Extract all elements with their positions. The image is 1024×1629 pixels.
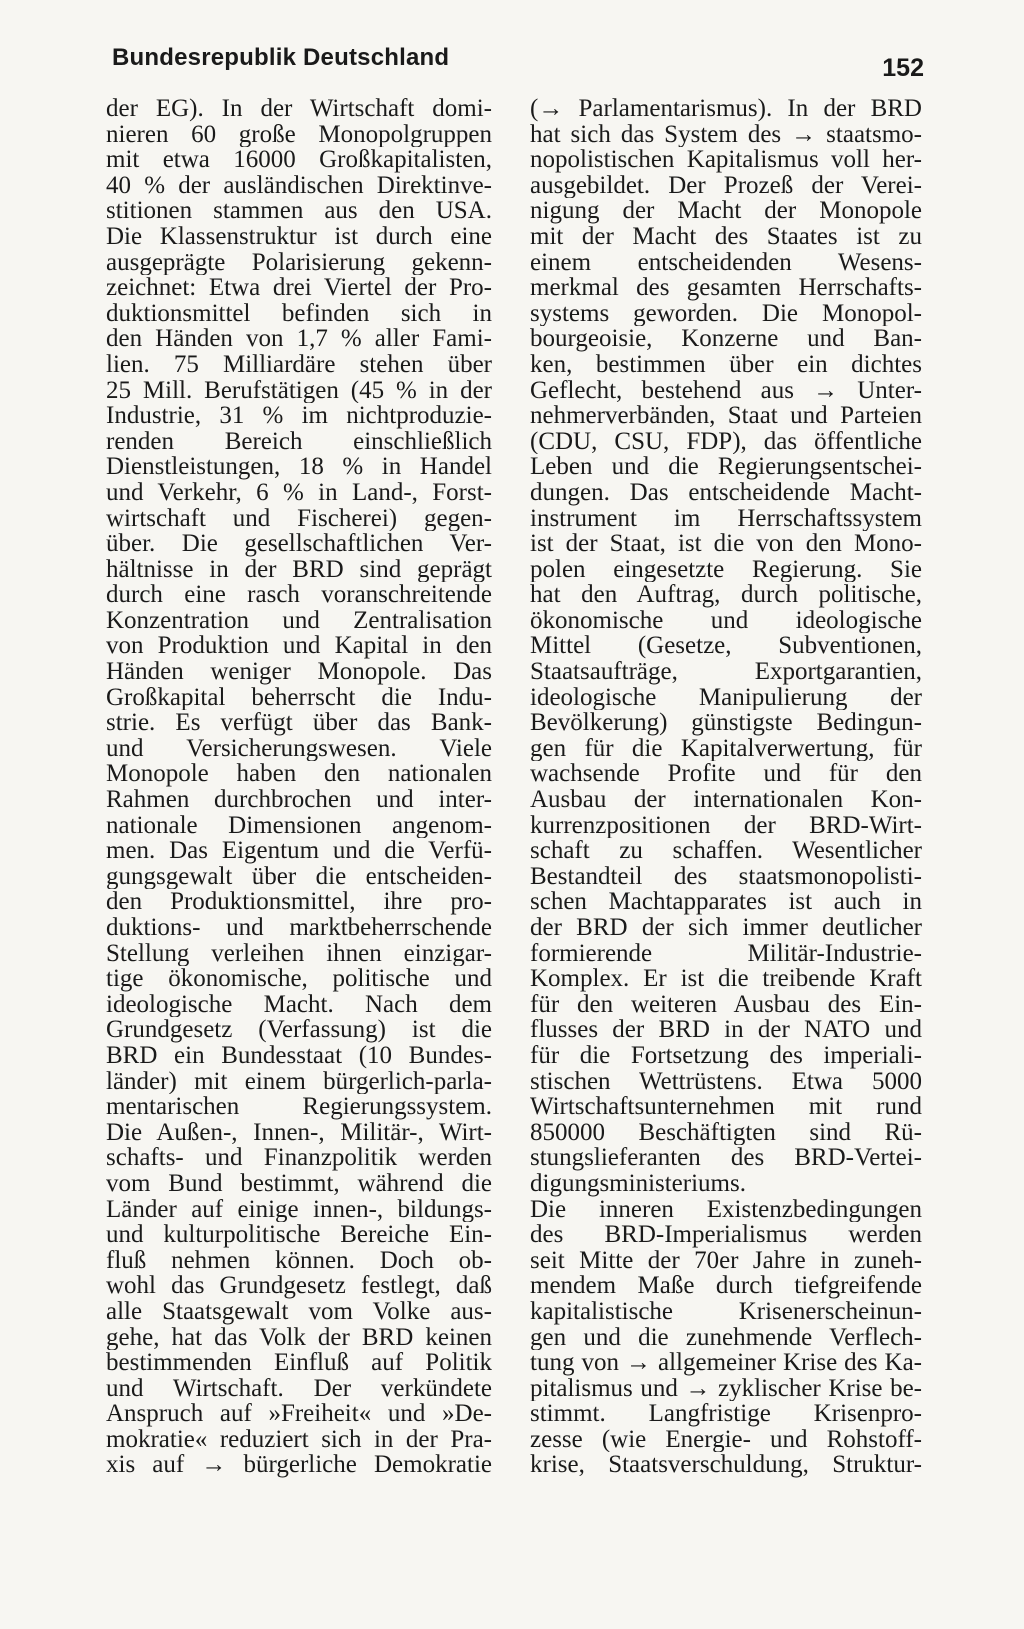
text-line: nehmerverbänden, Staat und Parteien — [530, 403, 922, 429]
text-line: duktions- und marktbeherrschende — [106, 915, 492, 941]
text-line: polen eingesetzte Regierung. Sie — [530, 556, 922, 583]
text-line: digungsministeriums. — [530, 1170, 746, 1197]
text-line: systems geworden. Die Monopol- — [530, 300, 922, 327]
text-line: schen Machtapparates ist auch in — [530, 889, 922, 915]
text-line: Bestandteil des staatsmonopolisti- — [530, 863, 922, 890]
text-line: wohl das Grundgesetz festlegt, daß — [106, 1273, 492, 1299]
text-line: kurrenzpositionen der BRD-Wirt- — [530, 812, 922, 839]
text-line: mit der Macht des Staates ist zu — [530, 223, 922, 250]
text-line: und Wirtschaft. Der verkündete — [106, 1375, 492, 1402]
text-line: Die Außen-, Innen-, Militär-, Wirt- — [106, 1119, 492, 1146]
text-line: hältnisse in der BRD sind geprägt — [106, 556, 492, 583]
text-line: Grundgesetz (Verfassung) ist die — [106, 1017, 492, 1043]
text-line: nationale Dimensionen angenom- — [106, 812, 492, 839]
text-line: stimmt. Langfristige Krisenpro- — [530, 1401, 922, 1427]
text-line: seit Mitte der 70er Jahre in zuneh- — [530, 1247, 922, 1274]
text-line: Geflecht, bestehend aus → Unter- — [530, 377, 922, 404]
text-line: und kulturpolitische Bereiche Ein- — [106, 1222, 492, 1248]
text-line: ökonomische und ideologische — [530, 607, 922, 634]
text-line: für die Fortsetzung des imperiali- — [530, 1042, 922, 1069]
text-line: über. Die gesellschaftlichen Ver- — [106, 531, 492, 557]
text-line: den Händen von 1,7 % aller Fami- — [106, 326, 492, 352]
text-line: Die inneren Existenzbedingungen — [530, 1196, 922, 1223]
text-line: Großkapital beherrscht die Indu- — [106, 684, 492, 711]
page-header — [112, 44, 924, 84]
text-line: pitalismus und → zyklischer Krise be- — [530, 1375, 922, 1402]
text-line: renden Bereich einschließlich — [106, 428, 492, 455]
text-line: Staatsaufträge, Exportgarantien, — [530, 659, 922, 685]
text-line: duktionsmittel befinden sich in — [106, 300, 492, 327]
text-line: Stellung verleihen ihnen einzigar- — [106, 940, 492, 967]
text-line: Rahmen durchbrochen und inter- — [106, 787, 492, 813]
text-line: BRD ein Bundesstaat (10 Bundes- — [106, 1042, 492, 1069]
text-line: ideologische Macht. Nach dem — [106, 991, 492, 1018]
text-line: den Produktionsmittel, ihre pro- — [106, 889, 492, 915]
text-line: Komplex. Er ist die treibende Kraft — [530, 966, 922, 992]
text-line: men. Das Eigentum und die Verfü- — [106, 838, 492, 864]
text-line: instrument im Herrschaftssystem — [530, 505, 922, 532]
text-line: krise, Staatsverschuldung, Struktur- — [530, 1452, 922, 1479]
text-line: gen und die zunehmende Verflech- — [530, 1324, 922, 1351]
text-line: länder) mit einem bürgerlich-parla- — [106, 1068, 492, 1095]
text-line: 850000 Beschäftigten sind Rü- — [530, 1119, 922, 1146]
text-line: gehe, hat das Volk der BRD keinen — [106, 1324, 492, 1351]
text-line: dungen. Das entscheidende Macht- — [530, 479, 922, 506]
text-line: (CDU, CSU, FDP), das öffentliche — [530, 428, 922, 455]
text-line: vom Bund bestimmt, während die — [106, 1170, 492, 1197]
text-line: Wirtschaftsunternehmen mit rund — [530, 1094, 922, 1120]
text-line: nigung der Macht der Monopole — [530, 198, 922, 224]
text-line: hat sich das System des → staatsmo- — [530, 121, 922, 148]
text-line: flusses der BRD in der NATO und — [530, 1017, 922, 1043]
text-line: (→ Parlamentarismus). In der BRD — [530, 96, 922, 122]
text-line: mit etwa 16000 Großkapitalisten, — [106, 147, 492, 173]
text-line: Länder auf einige innen-, bildungs- — [106, 1196, 492, 1223]
text-line: und Verkehr, 6 % in Land-, Forst- — [106, 479, 492, 506]
text-line: nieren 60 große Monopolgruppen — [106, 121, 492, 148]
text-line: des BRD-Imperialismus werden — [530, 1222, 922, 1248]
text-line: Ausbau der internationalen Kon- — [530, 787, 922, 813]
text-line: formierende Militär-Industrie- — [530, 940, 922, 967]
text-line: einem entscheidenden Wesens- — [530, 249, 922, 276]
text-line: merkmal des gesamten Herrschafts- — [530, 275, 922, 301]
text-line: strie. Es verfügt über das Bank- — [106, 710, 492, 736]
text-line: 40 % der ausländischen Direktinve- — [106, 172, 492, 199]
text-line: nopolistischen Kapitalismus voll her- — [530, 147, 922, 173]
text-line: gen für die Kapitalverwertung, für — [530, 735, 922, 762]
text-line: bestimmenden Einfluß auf Politik — [106, 1350, 492, 1376]
text-line: Leben und die Regierungsentschei- — [530, 454, 922, 480]
text-line: stungslieferanten des BRD-Vertei- — [530, 1145, 922, 1171]
text-line: Händen weniger Monopole. Das — [106, 659, 492, 685]
page-number: 152 — [882, 54, 924, 82]
text-line: schafts- und Finanzpolitik werden — [106, 1145, 492, 1171]
text-line: ist der Staat, ist die von den Mono- — [530, 531, 922, 557]
text-line: gungsgewalt über die entscheiden- — [106, 863, 492, 890]
text-line: von Produktion und Kapital in den — [106, 633, 492, 660]
text-line: mendem Maße durch tiefgreifende — [530, 1273, 922, 1299]
text-line: mentarischen Regierungssystem. — [106, 1094, 492, 1120]
text-line: xis auf → bürgerliche Demokratie — [106, 1452, 492, 1479]
text-line: zesse (wie Energie- und Rohstoff- — [530, 1426, 922, 1453]
running-head: Bundesrepublik Deutschland — [112, 44, 450, 71]
text-line: Konzentration und Zentralisation — [106, 607, 492, 634]
text-line: ausgebildet. Der Prozeß der Verei- — [530, 172, 922, 199]
text-line: Industrie, 31 % im nichtproduzie- — [106, 403, 492, 429]
text-line: tung von → allgemeiner Krise des Ka- — [530, 1350, 922, 1376]
text-line: Anspruch auf »Freiheit« und »De- — [106, 1401, 492, 1427]
text-line: stischen Wettrüstens. Etwa 5000 — [530, 1068, 922, 1095]
text-line: wachsende Profite und für den — [530, 761, 922, 788]
text-line: durch eine rasch voranschreitende — [106, 582, 492, 608]
text-line: der BRD der sich immer deutlicher — [530, 915, 922, 941]
text-line: ideologische Manipulierung der — [530, 684, 922, 711]
left-text-column — [106, 96, 492, 1478]
text-line: für den weiteren Ausbau des Ein- — [530, 991, 922, 1018]
text-line: stitionen stammen aus den USA. — [106, 198, 492, 224]
text-line: Dienstleistungen, 18 % in Handel — [106, 454, 492, 480]
text-line: Monopole haben den nationalen — [106, 761, 492, 788]
text-line: Bevölkerung) günstigste Bedingun- — [530, 710, 922, 736]
text-line: wirtschaft und Fischerei) gegen- — [106, 505, 492, 532]
right-text-column — [530, 96, 922, 1478]
text-line: bourgeoisie, Konzerne und Ban- — [530, 326, 922, 352]
text-line: Mittel (Gesetze, Subventionen, — [530, 633, 922, 660]
text-line: ken, bestimmen über ein dichtes — [530, 351, 922, 378]
text-line: der EG). In der Wirtschaft domi- — [106, 96, 492, 122]
text-line: und Versicherungswesen. Viele — [106, 735, 492, 762]
text-line: kapitalistische Krisenerscheinun- — [530, 1298, 922, 1325]
text-line: hat den Auftrag, durch politische, — [530, 582, 922, 608]
text-line: alle Staatsgewalt vom Volke aus- — [106, 1298, 492, 1325]
text-line: mokratie« reduziert sich in der Pra- — [106, 1426, 492, 1453]
text-line: ausgeprägte Polarisierung gekenn- — [106, 249, 492, 276]
text-line: 25 Mill. Berufstätigen (45 % in der — [106, 377, 492, 404]
text-line: tige ökonomische, politische und — [106, 966, 492, 992]
text-line: lien. 75 Milliardäre stehen über — [106, 351, 492, 378]
text-line: schaft zu schaffen. Wesentlicher — [530, 838, 922, 864]
text-line: fluß nehmen können. Doch ob- — [106, 1247, 492, 1274]
text-line: Die Klassenstruktur ist durch eine — [106, 223, 492, 250]
text-line: zeichnet: Etwa drei Viertel der Pro- — [106, 275, 492, 301]
